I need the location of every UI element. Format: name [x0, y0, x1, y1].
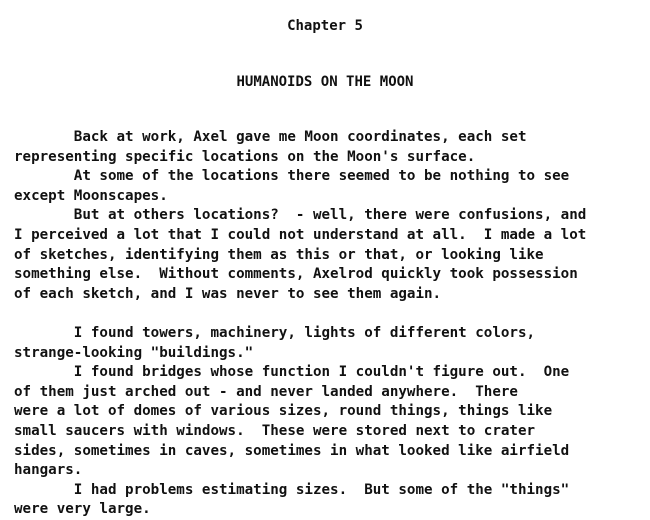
chapter-label: Chapter 5	[287, 18, 363, 34]
text-line: of them just arched out - and never landed anywhere. There	[14, 383, 518, 400]
paragraph	[14, 363, 644, 481]
text-line: I found towers, machinery, lights of different colors,	[14, 324, 536, 341]
text-line: except Moonscapes.	[14, 187, 168, 204]
body-text	[14, 128, 644, 520]
text-line: of sketches, identifying them as this or that, or looking like	[14, 246, 544, 263]
text-line: strange-looking "buildings."	[14, 344, 254, 361]
paragraph-gap	[14, 304, 644, 324]
text-line: were a lot of domes of various sizes, round things, things like	[14, 403, 553, 420]
text-line: representing specific locations on the Moon's surface.	[14, 148, 476, 165]
chapter-title: HUMANOIDS ON THE MOON	[236, 74, 414, 90]
text-line: I perceived a lot that I could not understand at all. I made a lot	[14, 226, 587, 243]
paragraph	[14, 128, 644, 167]
text-line: I had problems estimating sizes. But some of the "things"	[14, 481, 570, 498]
text-line: At some of the locations there seemed to be nothing to see	[14, 168, 570, 185]
text-line: Back at work, Axel gave me Moon coordinates, each set	[14, 129, 527, 145]
paragraph	[14, 324, 644, 363]
text-line: of each sketch, and I was never to see them again.	[14, 285, 442, 302]
text-line: small saucers with windows. These were stored next to crater	[14, 422, 536, 439]
text-line: hangars.	[14, 462, 83, 479]
text-line: were very large.	[14, 501, 151, 518]
text-line: something else. Without comments, Axelrod quickly took possession	[14, 266, 578, 283]
paragraph	[14, 167, 644, 206]
paragraph	[14, 481, 644, 520]
text-line: I found bridges whose function I couldn't figure out. One	[14, 364, 570, 381]
text-line: sides, sometimes in caves, sometimes in what looked like airfield	[14, 442, 570, 459]
paragraph	[14, 206, 644, 304]
text-line: But at others locations? - well, there were confusions, and	[14, 207, 587, 224]
